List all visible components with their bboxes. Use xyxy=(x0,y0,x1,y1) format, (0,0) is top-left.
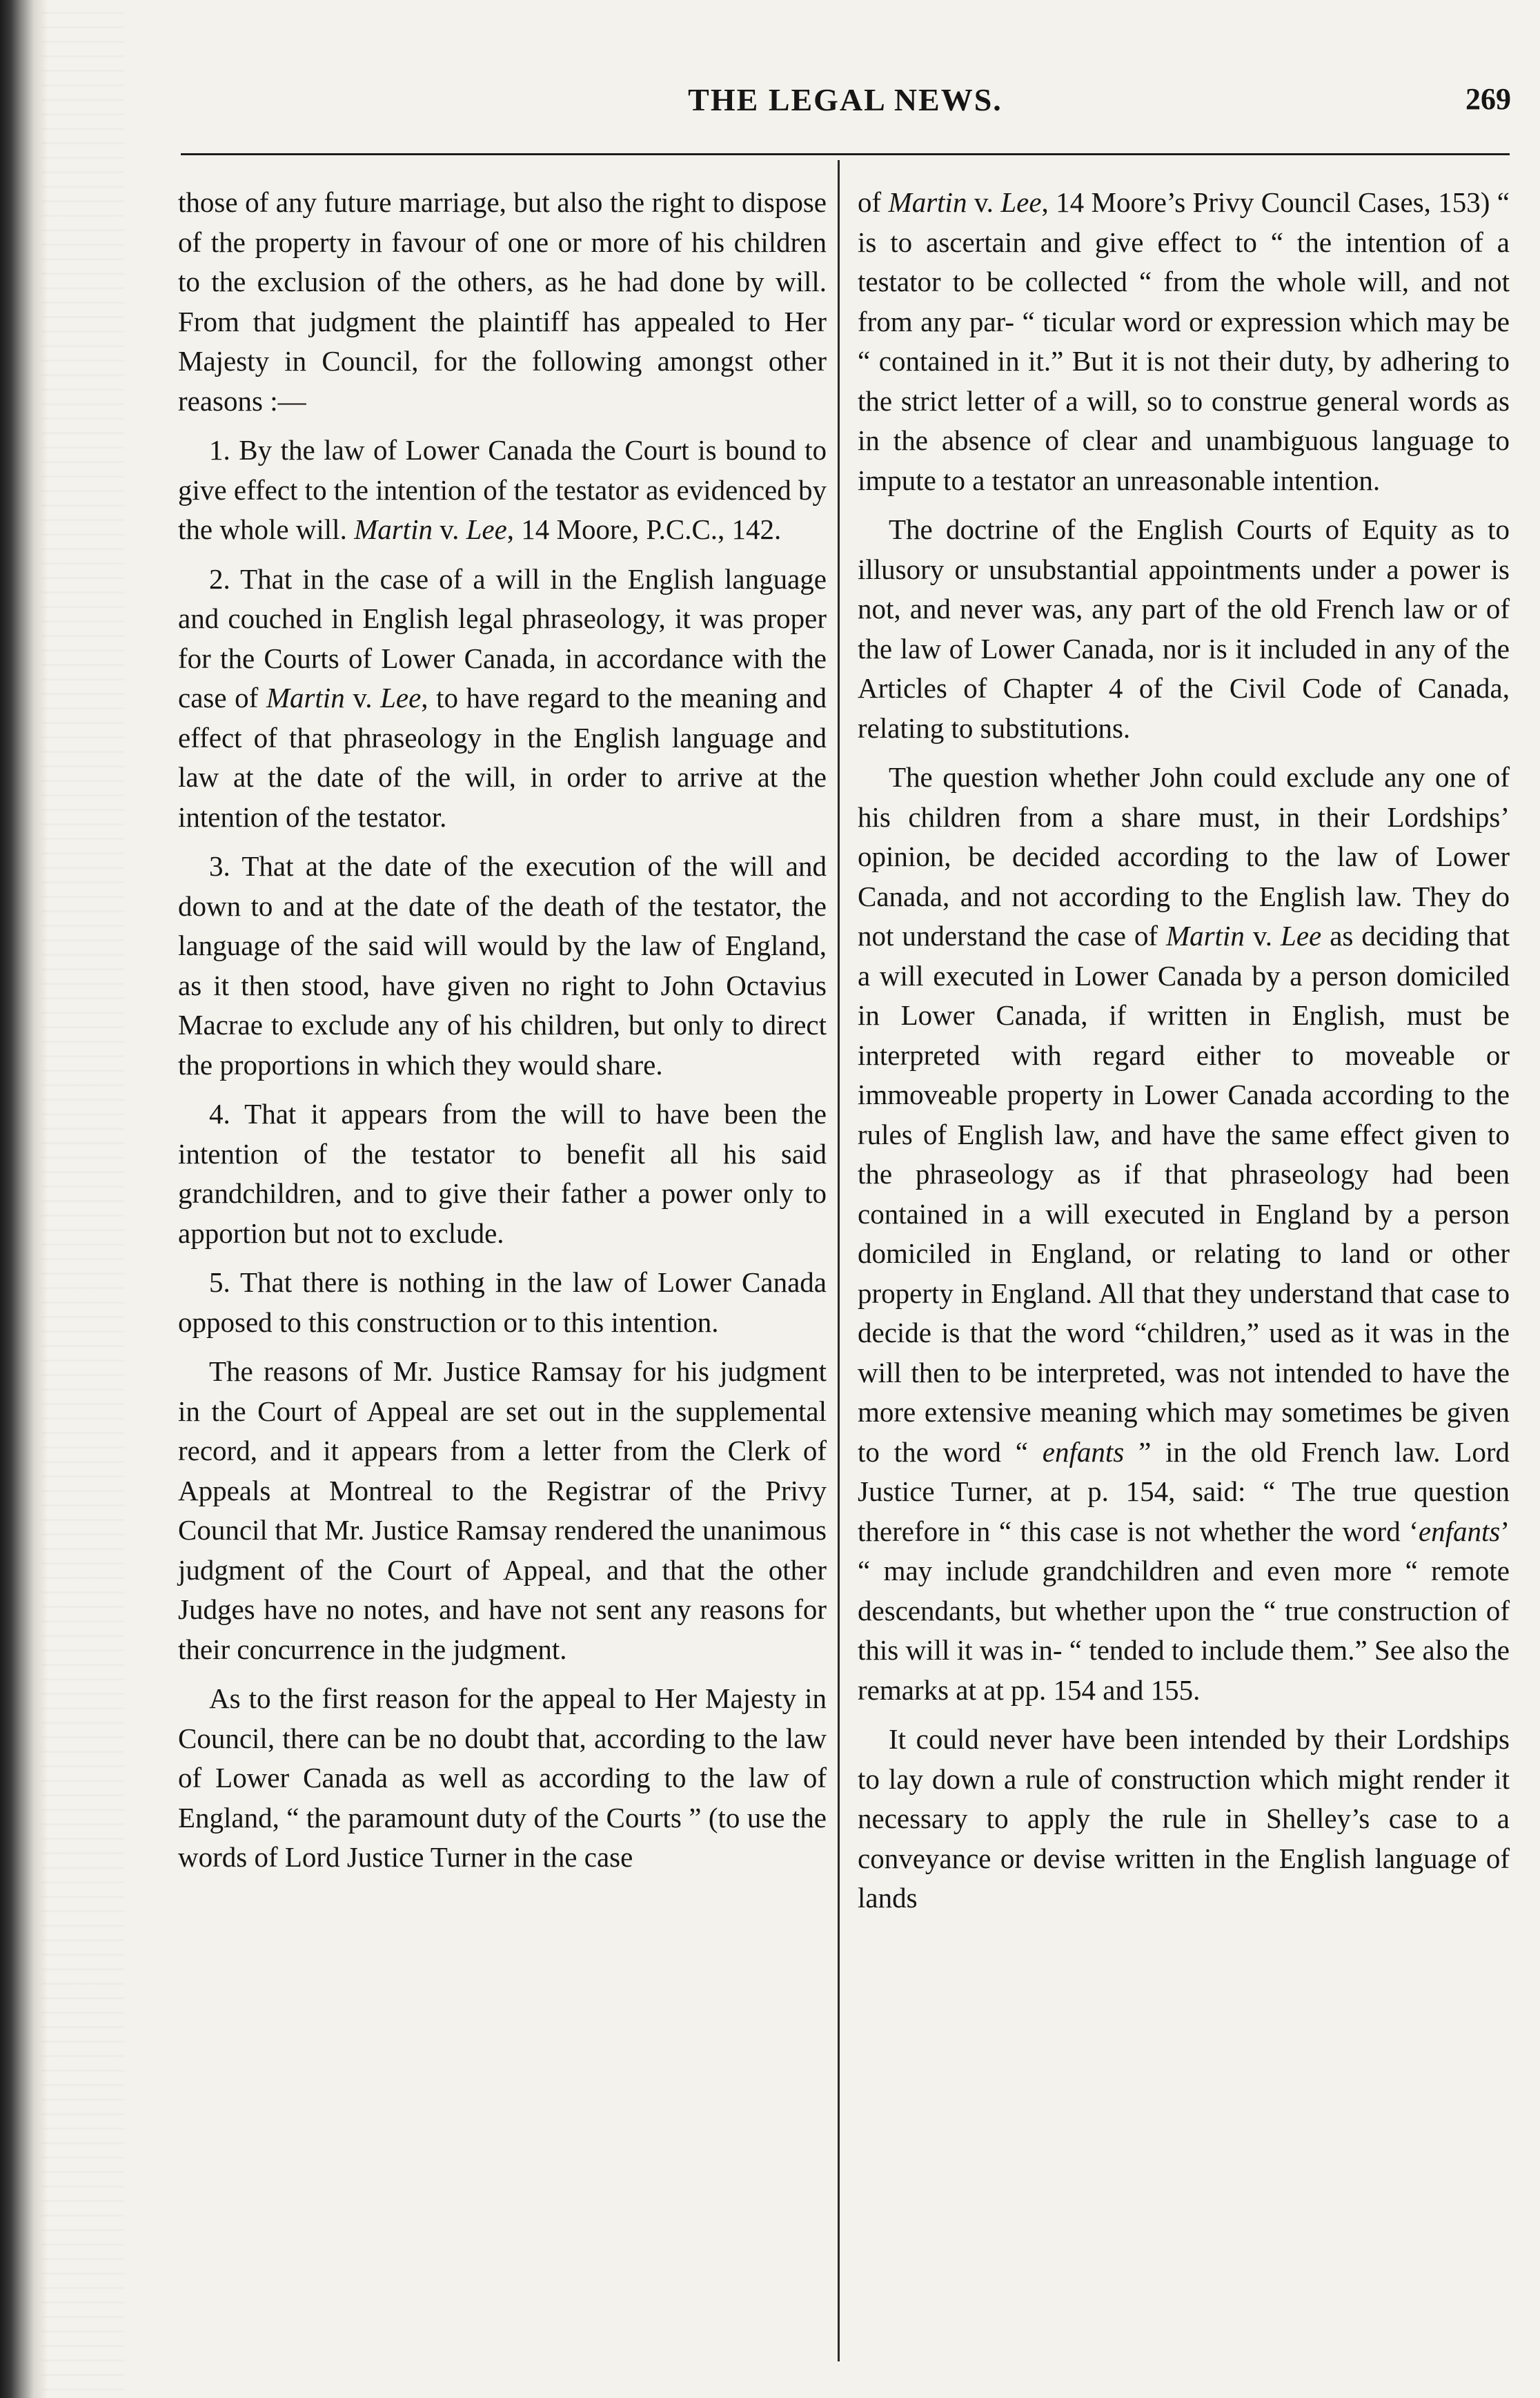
case-name: Martin xyxy=(266,682,345,714)
paragraph-continued: those of any future marriage, but also the right to dispose of the property in favour of one or more of his children to the exclusion of the others, as he had done by will. From that judgment the plaintiff has appealed to Her Majesty in Council, for the following amongst other reasons :— xyxy=(178,186,827,417)
case-versus: v. xyxy=(1244,920,1281,952)
column-divider xyxy=(838,160,840,2361)
case-name: Lee xyxy=(380,682,422,714)
reason-5: 5. That there is nothing in the law of Lower Canada opposed to this construction or to this intention. xyxy=(178,1266,827,1338)
page-header xyxy=(179,81,1511,130)
text: of xyxy=(858,186,889,218)
text: The question whether John could exclude any one of his children from a share must, in their Lordships’ opinion, be decided according to the law of Lower Canada, and not according to the English law. They do not understand the case of xyxy=(858,761,1510,952)
left-column xyxy=(178,183,827,1887)
reason-3: 3. That at the date of the execution of the will and down to and at the date of the death of the testator, the language of the said will would by the law of England, as it then stood, have given no right to John Octavius Macrae to exclude any of his children, but only to direct the proportions in which they would share. xyxy=(178,850,827,1081)
case-versus: v. xyxy=(967,186,1001,218)
case-name: Lee xyxy=(1000,186,1042,218)
case-citation: , 14 Moore, P.C.C., 142. xyxy=(506,513,782,545)
scan-speckle xyxy=(41,0,124,2398)
text: ” in the old French law. Lord Justice Turner, at p. 154, said: “ The true question therefore in “ this case is not whether the word ‘ xyxy=(858,1435,1510,1547)
paragraph-rule-construction: It could never have been intended by their Lordships to lay down a rule of construction which might render it necessary to apply the rule in Shelley’s case to a conveyance or devise written in the English language of lands xyxy=(858,1723,1510,1914)
paragraph-question-john xyxy=(858,758,1510,1710)
reason-2-text-b: , to have regard to the meaning and effect of that phraseology in the English language and law at the date of the will, in order to arrive at the intention of the testator. xyxy=(178,682,827,833)
paragraph-martin-lee xyxy=(858,183,1510,500)
paragraph-first-reason: As to the first reason for the appeal to Her Majesty in Council, there can be no doubt that, according to the law of Lower Canada as well as according to the law of England, “ the paramount duty of the Courts ” (to use the words of Lord Justice Turner in the case xyxy=(178,1682,827,1873)
case-name: Martin xyxy=(1166,920,1245,952)
reason-2-text-a: 2. That in the case of a will in the English language and couched in English legal phraseology, it was proper for the Courts of Lower Canada, in accordance with the case of xyxy=(178,562,827,714)
text: as deciding that a will executed in Lower Canada by a person domiciled in Lower Canada, if written in English, must be interpreted with regard either to moveable or immoveable property in Lower Canada according to the rules of English law, and have the same effect given to the phraseology as if that phraseology had been contained in a will executed in England by a person domiciled in England, or relating to land or other property in England. All that they understand that case to decide is that the word “children,” used as it was in the will then to be interpreted, was not intended to have the more extensive meaning which may sometimes be given to the word “ xyxy=(858,920,1510,1468)
case-name: Martin xyxy=(888,186,967,218)
reason-2 xyxy=(178,560,827,838)
paragraph-equity-doctrine: The doctrine of the English Courts of Equity as to illusory or unsubstantial appointments under a power is not, and never was, any part of the old French law or of the law of Lower Canada, nor is it included in any of the Articles of Chapter 4 of the Civil Code of Canada, relating to substitutions. xyxy=(858,513,1510,744)
page-number: 269 xyxy=(1465,82,1511,116)
case-name: Lee xyxy=(1281,920,1322,952)
text: , 14 Moore’s Privy Council Cases, 153) “ is to ascertain and give effect to “ the intention of a testator to be collected “ from the whole will, and not from any par- “ ticular word or expression which may be “ contained in it.” But it is not their duty, by adhering to the strict letter of a will, so to construe general words as in the absence of clear and unambiguous language to impute to a testator an unreasonable intention. xyxy=(858,186,1510,496)
italic-word: enfants xyxy=(1042,1435,1125,1468)
case-name: Lee xyxy=(466,513,507,545)
italic-word: enfants xyxy=(1418,1515,1501,1547)
paragraph-ramsay: The reasons of Mr. Justice Ramsay for his judgment in the Court of Appeal are set out in the supplemental record, and it appears from a letter from the Clerk of Appeals at Montreal to the Registrar of the Privy Council that Mr. Justice Ramsay rendered the unanimous judgment of the Court of Appeal, and that the other Judges have no notes, and have not sent any reasons for their concurrence in the judgment. xyxy=(178,1355,827,1665)
case-versus: v. xyxy=(344,682,381,714)
running-title: THE LEGAL NEWS. xyxy=(688,82,1003,117)
case-name: Martin xyxy=(354,513,433,545)
text: ’ “ may include grandchildren and even more “ remote descendants, but whether upon the “ true construction of this will it was in- “ tended to include them.” See also the remarks at at pp. 154 and 155. xyxy=(858,1515,1510,1706)
case-versus: v. xyxy=(432,513,466,545)
right-column xyxy=(858,183,1510,1928)
reason-1-text: 1. By the law of Lower Canada the Court is bound to give effect to the intention of the testator as evidenced by the whole will. xyxy=(178,434,827,545)
header-rule xyxy=(181,153,1510,155)
reason-1 xyxy=(178,431,827,550)
reason-4: 4. That it appears from the will to have been the intention of the testator to benefit all his said grandchildren, and to give their father a power only to apportion but not to exclude. xyxy=(178,1098,827,1249)
